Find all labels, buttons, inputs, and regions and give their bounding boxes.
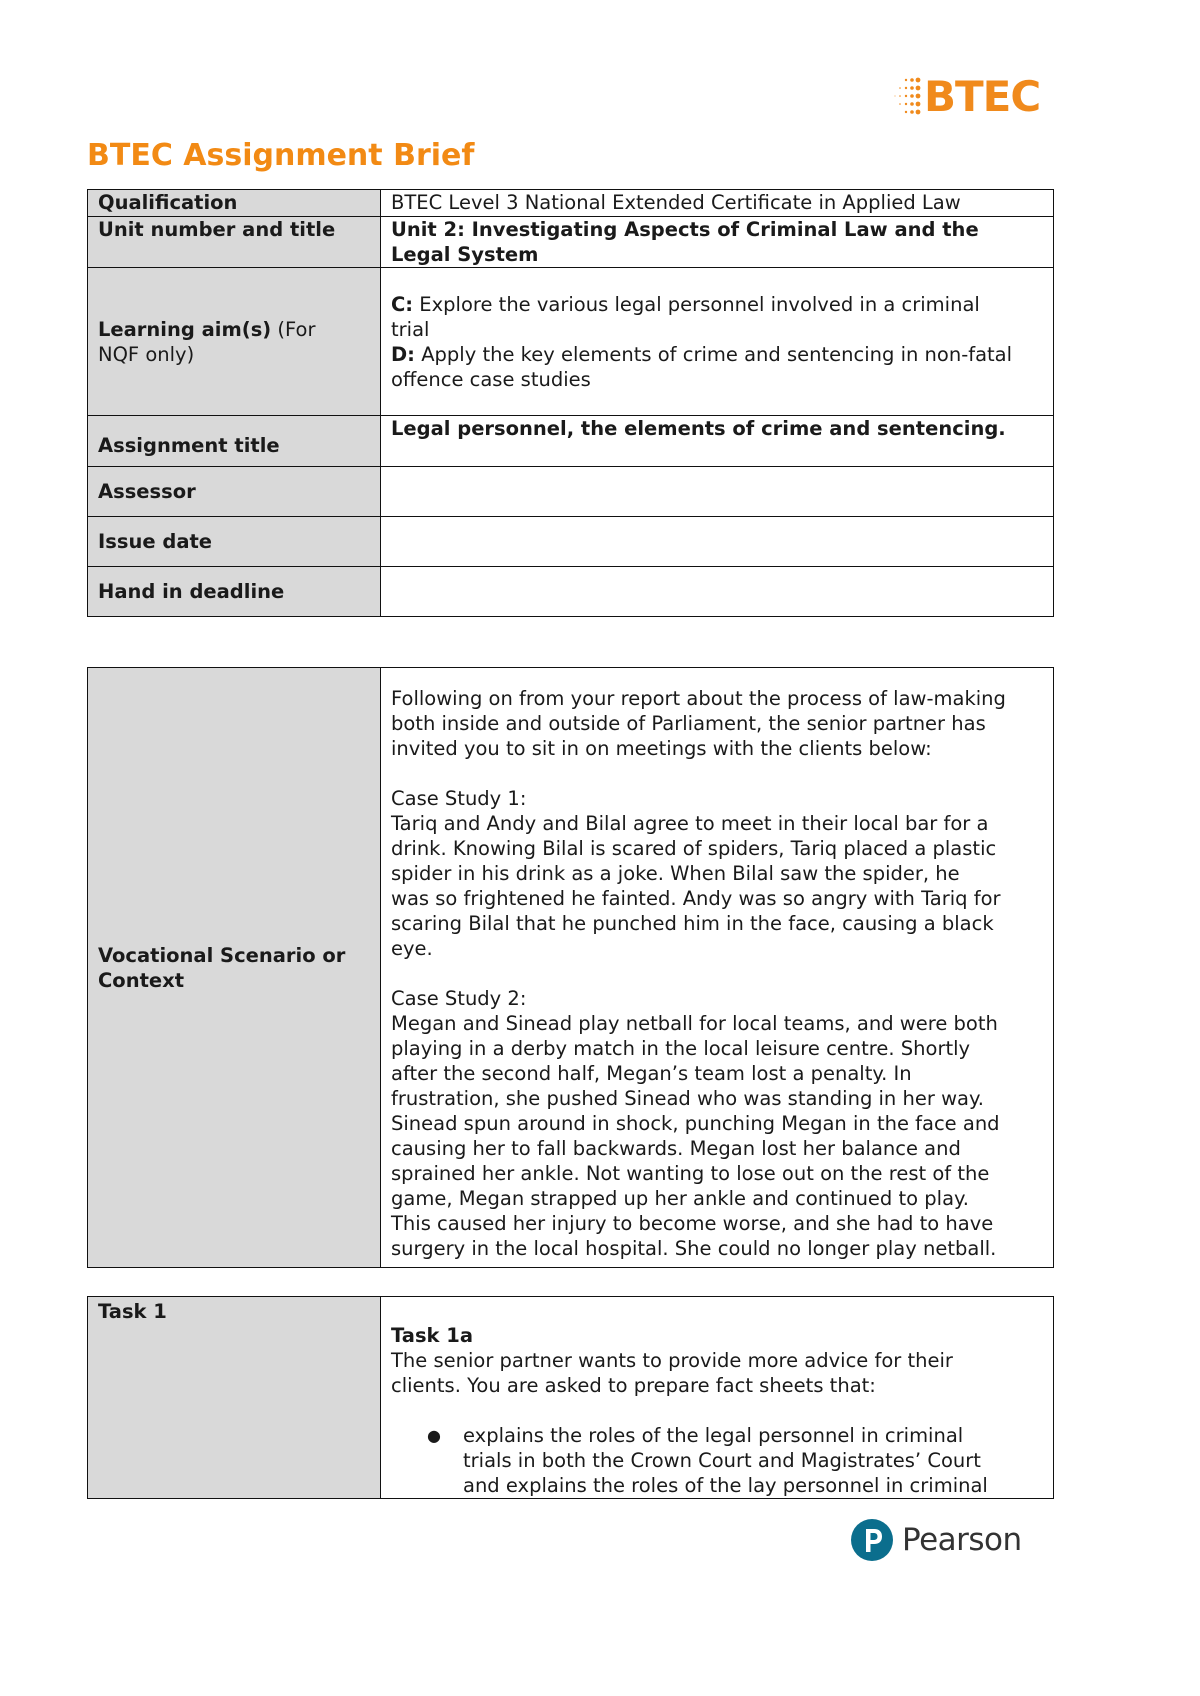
scenario-line: eye. <box>391 937 433 960</box>
task-line: clients. You are asked to prepare fact sheets that: <box>391 1374 876 1397</box>
scenario-label-line: Vocational Scenario or <box>98 943 346 967</box>
table-row <box>88 217 1054 268</box>
learning-aims-value <box>381 268 1054 416</box>
table-row <box>88 416 1054 467</box>
unit-value-line: Legal System <box>391 243 539 266</box>
assessor-label: Assessor <box>88 467 381 517</box>
unit-value-line: Unit 2: Investigating Aspects of Criminal Law and the <box>391 218 979 241</box>
pearson-logo-text: Pearson <box>902 1522 1022 1558</box>
scenario-line: both inside and outside of Parliament, the senior partner has <box>391 712 986 735</box>
scenario-label-line: Context <box>98 968 185 992</box>
table-row <box>88 567 1054 617</box>
scenario-line: was so frightened he fainted. Andy was so angry with Tariq for <box>391 887 1001 910</box>
scenario-line: frustration, she pushed Sinead who was standing in her way. <box>391 1087 984 1110</box>
scenario-line: surgery in the local hospital. She could no longer play netball. <box>391 1237 997 1260</box>
aim-c-text: Explore the various legal personnel involved in a criminal <box>413 292 980 316</box>
scenario-label <box>88 668 381 1268</box>
aim-c-key: C: <box>391 292 414 316</box>
unit-value <box>381 217 1054 268</box>
btec-logo-text: BTEC <box>924 71 1041 121</box>
scenario-intro <box>391 686 1043 761</box>
table-row <box>88 268 1054 416</box>
assessor-value <box>381 467 1054 517</box>
scenario-line: scaring Bilal that he punched him in the face, causing a black <box>391 912 994 935</box>
table-row <box>88 467 1054 517</box>
table-row <box>88 1297 1054 1499</box>
task-label: Task 1 <box>88 1297 381 1499</box>
task-bullet-list <box>391 1423 1043 1498</box>
learning-aims-label-note: (For <box>271 317 316 341</box>
issue-date-label: Issue date <box>88 517 381 567</box>
aim-c-text: trial <box>391 317 430 341</box>
table-row <box>88 517 1054 567</box>
task-line: and explains the roles of the lay personnel in criminal <box>463 1474 988 1497</box>
task-line: trials in both the Crown Court and Magistrates’ Court <box>463 1449 981 1472</box>
issue-date-value <box>381 517 1054 567</box>
scenario-line: invited you to sit in on meetings with the clients below: <box>391 737 932 760</box>
pearson-logo <box>850 1518 1022 1562</box>
scenario-table <box>87 667 1054 1268</box>
scenario-line: after the second half, Megan’s team lost a penalty. In <box>391 1062 912 1085</box>
scenario-content <box>381 668 1054 1268</box>
case-study-1-text <box>391 811 1043 961</box>
unit-label: Unit number and title <box>88 217 381 268</box>
case-study-2-text <box>391 1011 1043 1261</box>
aim-d-key: D: <box>391 342 415 366</box>
task-subtitle: Task 1a <box>391 1324 474 1347</box>
assignment-title-value: Legal personnel, the elements of crime and sentencing. <box>381 416 1054 467</box>
table-row <box>88 190 1054 217</box>
page-title: BTEC Assignment Brief <box>87 138 475 173</box>
scenario-line: Tariq and Andy and Bilal agree to meet in their local bar for a <box>391 812 989 835</box>
scenario-line: Megan and Sinead play netball for local teams, and were both <box>391 1012 998 1035</box>
list-item <box>463 1423 1043 1498</box>
task-line: The senior partner wants to provide more advice for their <box>391 1349 953 1372</box>
scenario-line: Following on from your report about the process of law-making <box>391 687 1006 710</box>
scenario-line: drink. Knowing Bilal is scared of spiders, Tariq placed a plastic <box>391 837 997 860</box>
learning-aims-label-text: Learning aim(s) <box>98 317 272 341</box>
pearson-p-icon <box>850 1518 894 1562</box>
task-content <box>381 1297 1054 1499</box>
btec-logo <box>892 70 1040 122</box>
scenario-line: causing her to fall backwards. Megan lost her balance and <box>391 1137 961 1160</box>
scenario-line: game, Megan strapped up her ankle and continued to play. <box>391 1187 969 1210</box>
task-table <box>87 1296 1054 1499</box>
aim-d-text: offence case studies <box>391 367 591 391</box>
case-study-1-title: Case Study 1: <box>391 787 527 810</box>
qualification-label: Qualification <box>88 190 381 217</box>
deadline-value <box>381 567 1054 617</box>
learning-aims-label <box>88 268 381 416</box>
scenario-line: sprained her ankle. Not wanting to lose out on the rest of the <box>391 1162 990 1185</box>
brief-details-table <box>87 189 1054 617</box>
deadline-label: Hand in deadline <box>88 567 381 617</box>
scenario-line: spider in his drink as a joke. When Bilal saw the spider, he <box>391 862 960 885</box>
scenario-line: This caused her injury to become worse, and she had to have <box>391 1212 994 1235</box>
learning-aims-label-note: NQF only) <box>98 342 195 366</box>
aim-d-text: Apply the key elements of crime and sentencing in non-fatal <box>415 342 1013 366</box>
scenario-line: playing in a derby match in the local leisure centre. Shortly <box>391 1037 971 1060</box>
task-line: ● explains the roles of the legal personnel in criminal <box>463 1424 964 1447</box>
qualification-value: BTEC Level 3 National Extended Certificate in Applied Law <box>381 190 1054 217</box>
assignment-title-label: Assignment title <box>88 416 381 467</box>
btec-dots-icon <box>892 74 922 118</box>
case-study-2-title: Case Study 2: <box>391 987 527 1010</box>
scenario-line: Sinead spun around in shock, punching Megan in the face and <box>391 1112 1000 1135</box>
table-row <box>88 668 1054 1268</box>
